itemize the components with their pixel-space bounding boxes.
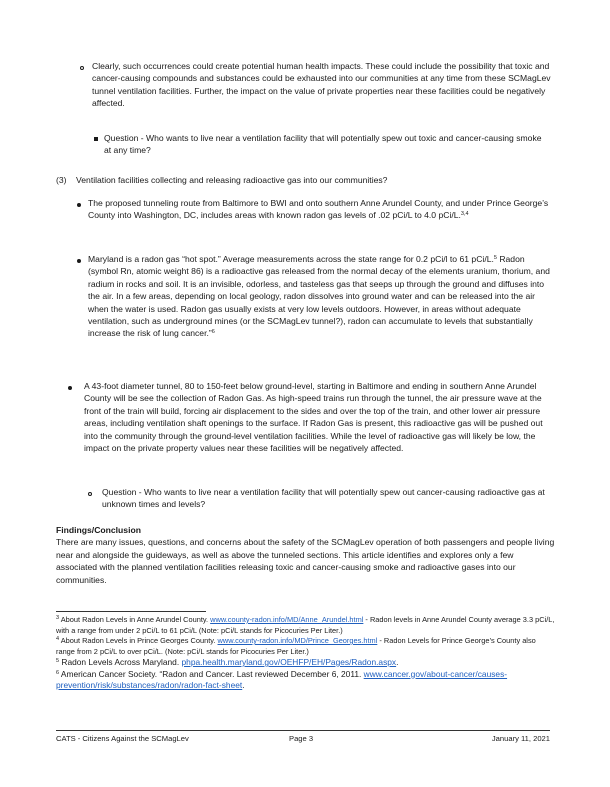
footnote-5-link[interactable]: phpa.health.maryland.gov/OEHFP/EH/Pages/Radon.aspx bbox=[181, 657, 397, 667]
findings-heading: Findings/Conclusion bbox=[56, 525, 141, 535]
footnote-ref-3-4: 3,4 bbox=[460, 211, 469, 218]
footnote-4-link[interactable]: www.county-radon.info/MD/Prince_Georges.html bbox=[217, 636, 378, 645]
bullet-maryland-hot-spot-text-b: Radon (symbol Rn, atomic weight 86) is a radioactive gas released from the normal decay of the elements uranium, thorium, and radium in rocks and soil. It is an invisible, odorless, and tasteless gas that seeps up through the ground and diffuses into the air. In a few areas, depending on local geology, radon dissolves into ground water and can be released into the air when the water is used. Radon gas usually exists at very low levels outdoors. However, in areas without adequate ventilation, such as underground mines (or the SCMagLev tunnel?), radon can accumulate to levels that substantially increase the risk of lung cancer.” bbox=[88, 254, 550, 339]
footnotes bbox=[56, 615, 556, 692]
footnote-4-text-b: - Radon Levels for Prince George’s County also range from 2 pCi/L to over pCi/L. (Note: pCi/L stands for Picocuries Per Liter.) bbox=[56, 636, 536, 656]
footnote-4-number: 4 bbox=[56, 636, 60, 642]
paragraph-health-impacts-text: Clearly, such occurrences could create potential human health impacts. These could include the possibility that toxic and cancer-causing compounds and substances could be exhausted into our communities at any time from these SCMagLev tunnel ventilation facilities. Further, the impact on the value of private properties near these facilities could be negatively affected. bbox=[92, 61, 551, 109]
footnote-5-text-a: Radon Levels Across Maryland. bbox=[59, 657, 182, 667]
footnote-5-number: 5 bbox=[56, 658, 60, 664]
findings-section bbox=[56, 524, 556, 586]
footnote-separator bbox=[56, 611, 206, 612]
bullet-disc-icon bbox=[77, 259, 81, 263]
footnote-ref-5: 5 bbox=[493, 255, 497, 261]
bullet-disc-icon bbox=[68, 386, 72, 390]
bullet-circle-icon bbox=[80, 66, 84, 70]
footnote-4 bbox=[56, 636, 556, 657]
footnote-4-text-a: About Radon Levels in Prince Georges County. bbox=[59, 636, 218, 645]
footnote-6-text-a: American Cancer Society. “Radon and Cancer. Last reviewed December 6, 2011. bbox=[59, 668, 364, 679]
footer-rule bbox=[56, 730, 550, 731]
footnote-6-link[interactable]: www.cancer.gov/about-cancer/causes-prevention/risk/substances/radon/radon-fact-sheet bbox=[56, 668, 508, 690]
section-3-number: (3) bbox=[56, 175, 67, 185]
question-radioactive-gas-text: Question - Who wants to live near a ventilation facility that will potentially spew out cancer-causing radioactive gas at unknown times and levels? bbox=[102, 487, 545, 510]
paragraph-health-impacts bbox=[92, 60, 554, 110]
footnote-6-number: 6 bbox=[56, 669, 60, 676]
footer-left: CATS - Citizens Against the SCMagLev bbox=[56, 734, 189, 743]
footnote-5 bbox=[56, 657, 556, 669]
bullet-tunneling-route-text: The proposed tunneling route from Baltimore to BWI and onto southern Anne Arundel County, and under Prince George’s County into Washington, DC, includes areas with known radon gas levels of .02 pCi/L to 4.0 pCi/L. bbox=[88, 198, 549, 221]
findings-text: There are many issues, questions, and concerns about the safety of the SCMagLev operation of both passengers and people living near and alongside the guideways, as well as above the tunneled sections. This article identifies and explores only a few associated with the planned ventilation facilities releasing toxic and cancer-causing smoke and radioactive gases into our communities. bbox=[56, 537, 555, 585]
bullet-square-icon bbox=[94, 137, 98, 141]
footnote-3-text-b: - Radon levels in Anne Arundel County average 3.3 pCi/L, with a range from under 2 pCi/L to 61 pCi/L (Note: pCi/L stands for Picocuries Per Liter.) bbox=[56, 615, 555, 635]
page-footer bbox=[56, 733, 550, 745]
footnote-6-text-b: . bbox=[242, 680, 245, 690]
bullet-disc-icon bbox=[77, 203, 81, 207]
question-radioactive-gas bbox=[102, 486, 546, 511]
bullet-circle-icon bbox=[88, 492, 92, 496]
footnote-5-text-b: . bbox=[396, 657, 399, 667]
footnote-6 bbox=[56, 669, 556, 692]
footnote-ref-6: 6 bbox=[211, 329, 215, 336]
footnote-3-link[interactable]: www.county-radon.info/MD/Anne_Arundel.html bbox=[210, 615, 364, 624]
bullet-maryland-hot-spot-text-a: Maryland is a radon gas “hot spot.” Average measurements across the state range for 0.2 pCi/l to 61 pCi/L. bbox=[88, 254, 494, 264]
bullet-tunnel-radon-text: A 43-foot diameter tunnel, 80 to 150-feet below ground-level, starting in Baltimore and ending in southern Anne Arundel County will be see the collection of Radon Gas. As high-speed trains run through the tunnel, the air pressure wave at the front of the train will build, forcing air displacement to the sides and over the top of the train, and other lower air pressure areas, including ventilation shaft openings to the surface. If Radon Gas is present, this radioactive gas will be pushed out into the community through the ground-level ventilation facilities. While the level of radioactive gas will likely be low, the impact on the private property values near these facilities will be negatively affected. bbox=[84, 381, 543, 454]
question-toxic-smoke bbox=[104, 132, 544, 157]
footnote-3-number: 3 bbox=[56, 615, 60, 621]
footer-center: Page 3 bbox=[289, 734, 314, 743]
section-3-title: Ventilation facilities collecting and releasing radioactive gas into our communities? bbox=[76, 175, 388, 185]
bullet-tunnel-radon bbox=[84, 380, 556, 454]
footnote-3-text-a: About Radon Levels in Anne Arundel County. bbox=[59, 615, 211, 624]
footer-right: January 11, 2021 bbox=[491, 734, 550, 743]
question-toxic-smoke-text: Question - Who wants to live near a ventilation facility that will potentially spew out toxic and cancer-causing smoke at any time? bbox=[104, 133, 542, 156]
bullet-maryland-hot-spot bbox=[88, 253, 554, 340]
footnote-3 bbox=[56, 615, 556, 636]
bullet-tunneling-route bbox=[88, 197, 554, 222]
